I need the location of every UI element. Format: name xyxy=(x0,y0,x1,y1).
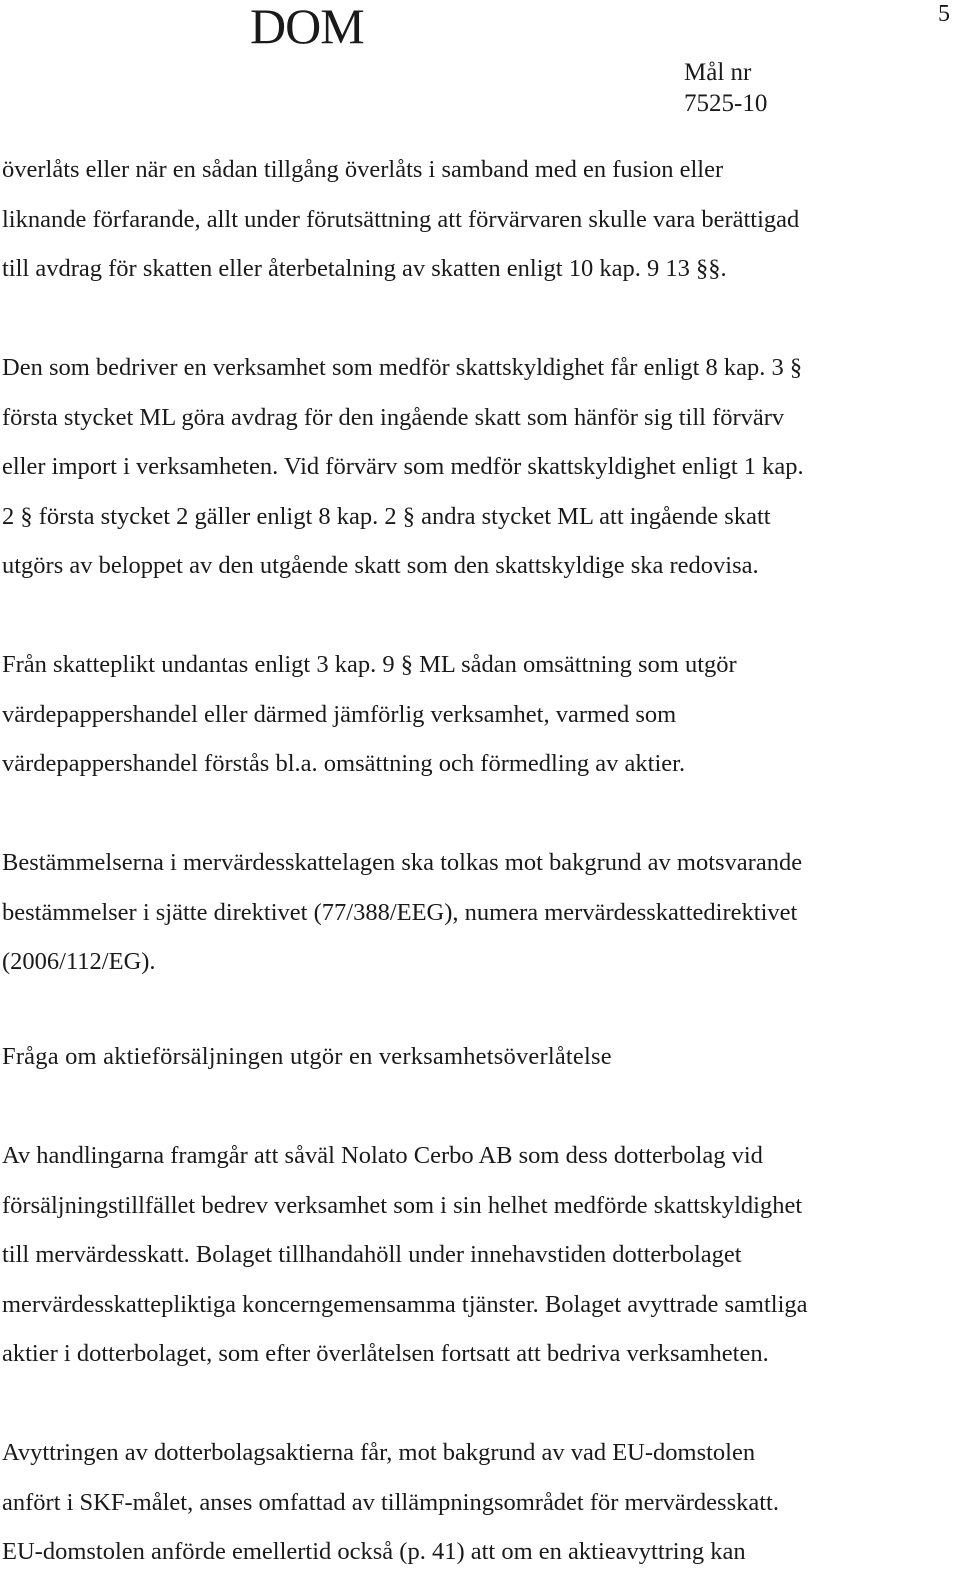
text-line: EU-domstolen anförde emellertid också (p. 41) att om en aktieavyttring kan xyxy=(2,1538,746,1565)
text-line: aktier i dotterbolaget, som efter överlåtelsen fortsatt att bedriva verksamheten. xyxy=(2,1340,769,1367)
text-line: anfört i SKF-målet, anses omfattad av tillämpningsområdet för mervärdesskatt. xyxy=(2,1488,779,1516)
paragraph-3 xyxy=(2,640,952,789)
text-line: till mervärdesskatt. Bolaget tillhandahöll under innehavstiden dotterbolaget xyxy=(2,1241,742,1268)
text-line: Avyttringen av dotterbolagsaktierna får, mot bakgrund av vad EU-domstolen xyxy=(2,1439,756,1466)
text-line: Av handlingarna framgår att såväl Nolato Cerbo AB som dess dotterbolag vid xyxy=(2,1142,763,1169)
document-title: DOM xyxy=(250,0,364,54)
text-line: utgörs av beloppet av den utgående skatt som den skattskyldige ska redovisa. xyxy=(2,552,759,579)
text-line: försäljningstillfället bedrev verksamhet som i sin helhet medförde skattskyldighet xyxy=(2,1191,803,1219)
text-line: bestämmelser i sjätte direktivet (77/388/EEG), numera mervärdesskattedirektivet xyxy=(2,898,798,926)
section-heading xyxy=(2,1032,952,1082)
case-number-label: Mål nr xyxy=(684,59,752,86)
case-number: 7525-10 xyxy=(684,90,768,117)
paragraph-5 xyxy=(2,1131,952,1379)
text-line: liknande förfarande, allt under förutsättning att förvärvaren skulle vara berättigad xyxy=(2,205,800,233)
text-line: värdepappershandel förstås bl.a. omsättning och förmedling av aktier. xyxy=(2,750,686,777)
text-line: Bestämmelserna i mervärdesskattelagen ska tolkas mot bakgrund av motsvarande xyxy=(2,849,803,876)
text-line: 2 § första stycket 2 gäller enligt 8 kap. 2 § andra stycket ML att ingående skatt xyxy=(2,502,771,530)
text-line: överlåts eller när en sådan tillgång överlåts i samband med en fusion eller xyxy=(2,156,724,183)
text-line: värdepappershandel eller därmed jämförlig verksamhet, varmed som xyxy=(2,700,677,728)
paragraph-4 xyxy=(2,838,952,987)
text-line: till avdrag för skatten eller återbetalning av skatten enligt 10 kap. 9 13 §§. xyxy=(2,255,727,282)
text-line: eller import i verksamheten. Vid förvärv som medför skattskyldighet enligt 1 kap. xyxy=(2,453,804,480)
text-line: första stycket ML göra avdrag för den ingående skatt som hänför sig till förvärv xyxy=(2,403,785,431)
text-line: Från skatteplikt undantas enligt 3 kap. 9 § ML sådan omsättning som utgör xyxy=(2,651,737,678)
text-line: mervärdesskattepliktiga koncerngemensamma tjänster. Bolaget avyttrade samtliga xyxy=(2,1290,808,1318)
text-line: (2006/112/EG). xyxy=(2,948,156,975)
text-line: Den som bedriver en verksamhet som medför skattskyldighet får enligt 8 kap. 3 § xyxy=(2,354,803,381)
heading-line: Fråga om aktieförsäljningen utgör en verksamhetsöverlåtelse xyxy=(2,1043,612,1070)
paragraph-2 xyxy=(2,343,952,591)
page-number: 5 xyxy=(938,1,950,27)
paragraph-6 xyxy=(2,1428,952,1577)
paragraph-1 xyxy=(2,145,952,294)
